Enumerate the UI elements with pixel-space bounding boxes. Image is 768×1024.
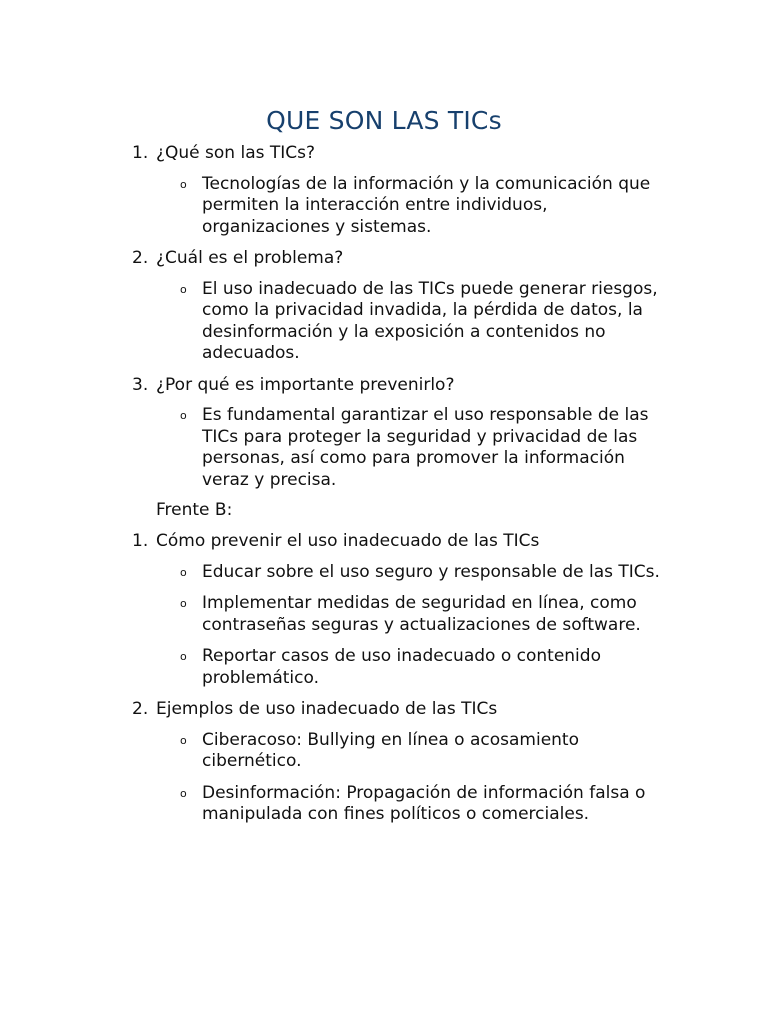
bullet-text: Tecnologías de la información y la comunicación que permiten la interacción entre individuos, organizaciones y sistemas. bbox=[202, 173, 651, 237]
bullet-circle-icon: o bbox=[180, 282, 187, 296]
list-item bbox=[132, 531, 672, 689]
bullet-item bbox=[132, 562, 672, 584]
bullet-list bbox=[132, 405, 672, 491]
list-item-heading bbox=[132, 143, 672, 165]
bullet-item bbox=[132, 783, 672, 826]
bullet-list bbox=[132, 174, 672, 239]
list-item bbox=[132, 375, 672, 492]
bullet-item bbox=[132, 405, 672, 491]
bullet-text: El uso inadecuado de las TICs puede generar riesgos, como la privacidad invadida, la pérdida de datos, la desinformación y la exposición a contenidos no adecuados. bbox=[202, 278, 658, 363]
list-item-heading-text: ¿Por qué es importante prevenirlo? bbox=[156, 374, 455, 395]
list-item-number: 2. bbox=[132, 248, 149, 268]
bullet-text: Educar sobre el uso seguro y responsable de las TICs. bbox=[202, 561, 660, 582]
bullet-item bbox=[132, 279, 672, 365]
bullet-list bbox=[132, 562, 672, 690]
list-item-heading-text: ¿Cuál es el problema? bbox=[156, 248, 344, 268]
bullet-text: Es fundamental garantizar el uso responsable de las TICs para proteger la seguridad y privacidad de las personas, así como para promover la información veraz y precisa. bbox=[202, 405, 649, 490]
list-item-number: 1. bbox=[132, 143, 149, 163]
list-item-heading bbox=[132, 531, 672, 553]
bullet-circle-icon: o bbox=[180, 597, 187, 610]
bullet-text: Reportar casos de uso inadecuado o contenido problemático. bbox=[202, 646, 601, 688]
section-b-list bbox=[132, 531, 672, 836]
list-item-number: 1. bbox=[132, 531, 149, 551]
list-item bbox=[132, 699, 672, 826]
bullet-item bbox=[132, 730, 672, 773]
bullet-text: Desinformación: Propagación de información falsa o manipulada con fines políticos o comerciales. bbox=[202, 782, 646, 824]
bullet-circle-icon: o bbox=[180, 565, 187, 579]
list-item-heading-text: Ejemplos de uso inadecuado de las TICs bbox=[156, 699, 498, 719]
bullet-circle-icon: o bbox=[180, 177, 187, 191]
list-item-heading bbox=[132, 699, 672, 721]
bullet-item bbox=[132, 646, 672, 689]
bullet-item bbox=[132, 593, 672, 636]
list-item-heading-text: Cómo prevenir el uso inadecuado de las TICs bbox=[156, 531, 540, 551]
bullet-item bbox=[132, 174, 672, 239]
list-item-heading bbox=[132, 375, 672, 397]
bullet-circle-icon: o bbox=[180, 733, 187, 747]
bullet-text: Implementar medidas de seguridad en línea, como contraseñas seguras y actualizaciones de software. bbox=[202, 593, 641, 635]
bullet-circle-icon: o bbox=[180, 409, 187, 422]
document-title: QUE SON LAS TICs bbox=[266, 106, 502, 135]
list-item-number: 2. bbox=[132, 699, 149, 719]
bullet-text: Ciberacoso: Bullying en línea o acosamiento cibernético. bbox=[202, 729, 579, 771]
bullet-list bbox=[132, 279, 672, 365]
list-item bbox=[132, 143, 672, 238]
front-label: Frente B: bbox=[156, 500, 233, 520]
bullet-circle-icon: o bbox=[180, 786, 187, 800]
list-item-heading-text: ¿Qué son las TICs? bbox=[156, 143, 316, 163]
list-item-heading bbox=[132, 248, 672, 270]
list-item bbox=[132, 248, 672, 365]
bullet-list bbox=[132, 730, 672, 826]
section-a-list bbox=[132, 143, 672, 501]
list-item-number: 3. bbox=[132, 374, 149, 395]
bullet-circle-icon: o bbox=[180, 650, 187, 663]
